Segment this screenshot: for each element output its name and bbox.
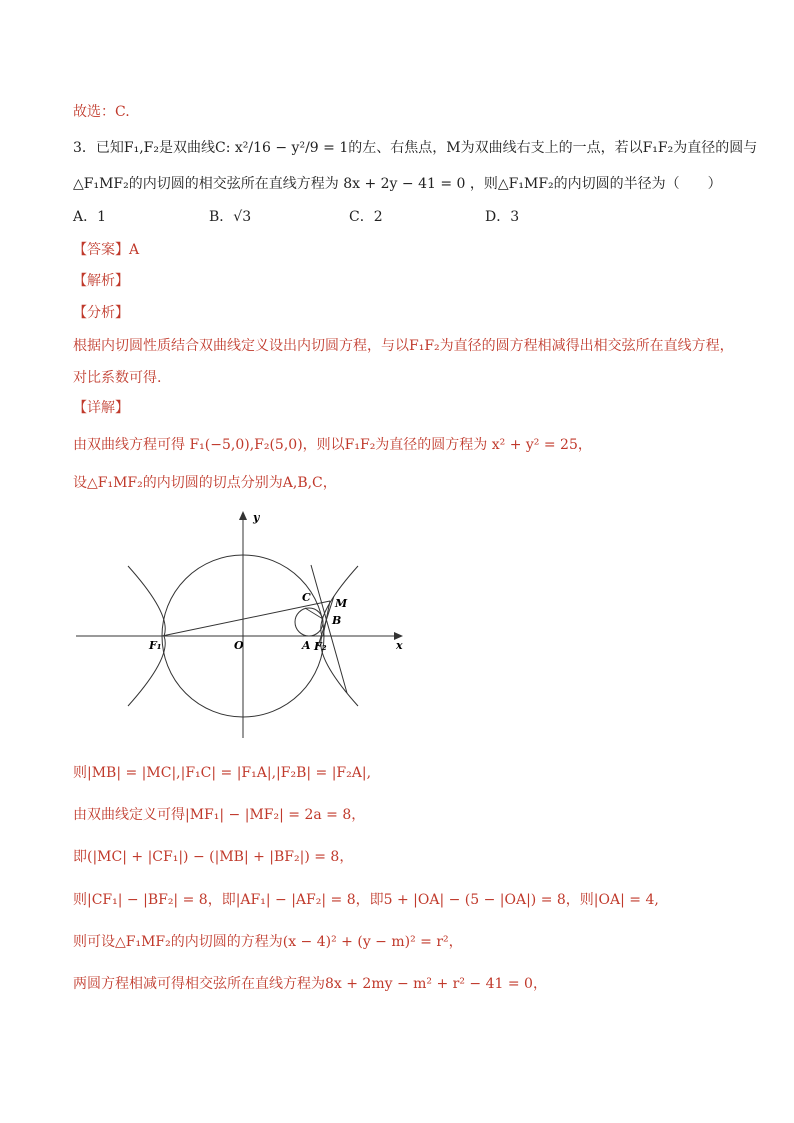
label-y: y <box>253 511 260 524</box>
fenxi-text-1: 根据内切圆性质结合双曲线定义设出内切圆方程，与以F₁F₂为直径的圆方程相减得出相交弦所在直线方程， <box>73 338 734 354</box>
segment-f1-m <box>162 601 330 636</box>
label-o: O <box>234 639 244 652</box>
detail-text-8: 两圆方程相减可得相交弦所在直线方程为8x + 2my − m² + r² − 41 = 0， <box>73 976 547 992</box>
detail-text-1: 由双曲线方程可得 F₁(−5,0),F₂(5,0)，则以F₁F₂为直径的圆方程为 x² + y² = 25， <box>73 437 592 453</box>
label-f2: F₂ <box>314 640 327 653</box>
label-c: C <box>302 591 311 604</box>
detail-text-5: 即(|MC| + |CF₁|) − (|MB| + |BF₂|) = 8， <box>73 849 354 865</box>
detail-text-6: 则|CF₁| − |BF₂| = 8，即|AF₁| − |AF₂| = 8，即5 + |OA| − (5 − |OA|) = 8，则|OA| = 4, <box>73 892 659 908</box>
fenxi-text-2: 对比系数可得. <box>73 370 162 386</box>
label-b: B <box>332 614 342 627</box>
option-b: B．√3 <box>209 209 252 225</box>
fenxi-label: 【分析】 <box>73 305 129 321</box>
question-3-line-2: △F₁MF₂的内切圆的相交弦所在直线方程为 8x + 2y − 41 = 0 ，则△F₁MF₂的内切圆的半径为（ ） <box>73 176 722 192</box>
analysis-label: 【解析】 <box>73 273 129 289</box>
label-f1: F₁ <box>149 639 162 652</box>
line-through-m-1 <box>311 565 347 693</box>
label-m: M <box>335 597 348 610</box>
line-answer-choice: 故选：C. <box>73 104 130 120</box>
detail-text-2: 设△F₁MF₂的内切圆的切点分别为A,B,C， <box>73 475 337 491</box>
answer-label: 【答案】A <box>73 242 140 258</box>
incircle <box>295 608 323 636</box>
hyperbola-figure <box>70 505 410 745</box>
label-a: A <box>302 639 311 652</box>
option-a: A．1 <box>73 209 107 225</box>
option-c: C．2 <box>349 209 383 225</box>
detail-label: 【详解】 <box>73 400 129 416</box>
label-x: x <box>396 639 403 652</box>
option-d: D．3 <box>485 209 520 225</box>
question-3-line-1: 3．已知F₁,F₂是双曲线C: x²/16 − y²/9 = 1的左、右焦点，M为双曲线右支上的一点，若以F₁F₂为直径的圆与 <box>73 140 758 156</box>
detail-text-4: 由双曲线定义可得|MF₁| − |MF₂| = 2a = 8， <box>73 807 366 823</box>
detail-text-3: 则|MB| = |MC|,|F₁C| = |F₁A|,|F₂B| = |F₂A|, <box>73 765 372 781</box>
detail-text-7: 则可设△F₁MF₂的内切圆的方程为(x − 4)² + (y − m)² = r²， <box>73 934 463 950</box>
y-axis-arrow-icon <box>239 511 247 520</box>
